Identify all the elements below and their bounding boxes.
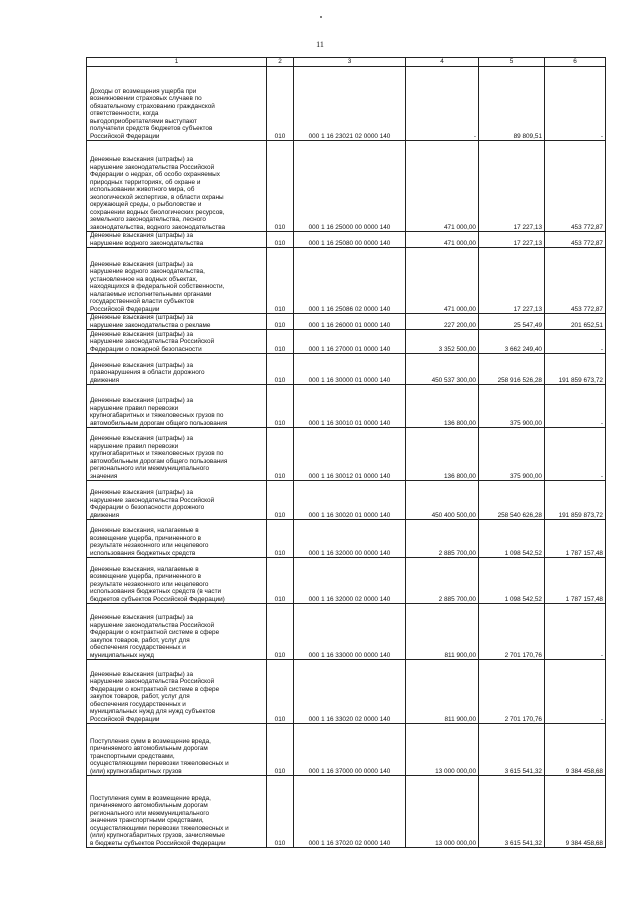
table-row [87,428,606,481]
row-fact-cell: 1 098 542,52 [479,520,545,558]
row-name-cell: Денежные взыскания (штрафы) за правонарушения в области дорожного движения [87,354,267,385]
row-name-cell: Денежные взыскания (штрафы) за нарушение законодательства Российской Федерации о пожарной безопасности [87,330,267,354]
row-fact-cell: 3 662 249,40 [479,330,545,354]
row-kbk-cell: 000 1 16 30020 01 0000 140 [294,481,406,520]
row-plan-cell: 3 352 500,00 [406,330,479,354]
row-plan-cell: 471 000,00 [406,232,479,248]
row-code-cell: 010 [267,428,294,481]
row-kbk-cell: 000 1 16 33020 02 0000 140 [294,660,406,724]
row-kbk-cell: 000 1 16 25086 02 0000 140 [294,248,406,314]
row-plan-cell: 450 537 300,00 [406,354,479,385]
row-kbk-cell: 000 1 16 25080 00 0000 140 [294,232,406,248]
table-row [87,385,606,428]
row-fact-cell: 375 900,00 [479,385,545,428]
row-code-cell: 010 [267,67,294,141]
row-remainder-cell: 1 787 157,48 [545,558,606,604]
row-code-cell: 010 [267,248,294,314]
row-kbk-cell: 000 1 16 23021 02 0000 140 [294,67,406,141]
row-kbk-cell: 000 1 16 37020 02 0000 140 [294,776,406,848]
row-fact-cell: 2 701 170,76 [479,660,545,724]
row-name-cell: Денежные взыскания (штрафы) за нарушение законодательства Российской Федерации о недрах, об особо охраняемых природных территориях, об охране и использовании животного мира, об экологической экспертизе, в области охраны окружающей среды, о рыболовстве и сохранении водных биологических ресурсов, земельного законодательства, лесного законодательства, водного законодательства [87,141,267,232]
report-table [86,57,606,848]
header-col-1: 1 [87,58,267,67]
row-code-cell: 010 [267,520,294,558]
row-kbk-cell: 000 1 16 32000 00 0000 140 [294,520,406,558]
table-row [87,660,606,724]
row-plan-cell: 136 800,00 [406,428,479,481]
row-remainder-cell: - [545,330,606,354]
row-fact-cell: 375 900,00 [479,428,545,481]
row-plan-cell: 471 000,00 [406,141,479,232]
row-plan-cell: 811 900,00 [406,660,479,724]
row-plan-cell: 450 400 500,00 [406,481,479,520]
table-row [87,724,606,776]
row-remainder-cell: 453 772,87 [545,232,606,248]
row-fact-cell: 89 809,51 [479,67,545,141]
row-fact-cell: 17 227,13 [479,248,545,314]
table-row [87,141,606,232]
row-remainder-cell: 191 859 673,72 [545,354,606,385]
header-col-5: 5 [479,58,545,67]
row-code-cell: 010 [267,660,294,724]
row-kbk-cell: 000 1 16 30000 01 0000 140 [294,354,406,385]
row-code-cell: 010 [267,385,294,428]
table-row [87,520,606,558]
row-name-cell: Денежные взыскания, налагаемые в возмещение ущерба, причиненного в результате незаконного или нецелевого использования бюджетных средств [87,520,267,558]
row-remainder-cell: - [545,604,606,660]
row-remainder-cell: - [545,67,606,141]
scan-speck [320,16,322,18]
table-row [87,67,606,141]
row-code-cell: 010 [267,354,294,385]
row-plan-cell: 13 000 000,00 [406,724,479,776]
table-row [87,558,606,604]
row-remainder-cell: 9 384 458,68 [545,776,606,848]
row-plan-cell: 811 900,00 [406,604,479,660]
header-col-2: 2 [267,58,294,67]
row-plan-cell: 136 800,00 [406,385,479,428]
row-kbk-cell: 000 1 16 32000 02 0000 140 [294,558,406,604]
table-row [87,354,606,385]
row-plan-cell: 13 000 000,00 [406,776,479,848]
row-fact-cell: 17 227,13 [479,141,545,232]
row-remainder-cell: - [545,385,606,428]
table-row [87,330,606,354]
row-name-cell: Денежные взыскания (штрафы) за нарушение законодательства Российской Федерации о контрактной системе в сфере закупок товаров, работ, услуг для обеспечения государственных и муниципальных нужд для нужд субъектов Российской Федерации [87,660,267,724]
table-row [87,604,606,660]
row-kbk-cell: 000 1 16 33000 00 0000 140 [294,604,406,660]
table-row [87,314,606,330]
row-fact-cell: 17 227,13 [479,232,545,248]
row-kbk-cell: 000 1 16 30010 01 0000 140 [294,385,406,428]
row-name-cell: Поступления сумм в возмещение вреда, причиняемого автомобильным дорогам регионального или межмуниципального значения транспортными средствами, осуществляющими перевозки тяжеловесных и (или) крупногабаритных грузов, зачисляемые в бюджеты субъектов Российской Федерации [87,776,267,848]
row-fact-cell: 1 098 542,52 [479,558,545,604]
row-name-cell: Денежные взыскания (штрафы) за нарушение водного законодательства [87,232,267,248]
row-name-cell: Денежные взыскания (штрафы) за нарушение правил перевозки крупногабаритных и тяжеловесных грузов по автомобильным дорогам общего пользования регионального или межмуниципального значения [87,428,267,481]
row-kbk-cell: 000 1 16 25000 00 0000 140 [294,141,406,232]
row-code-cell: 010 [267,558,294,604]
header-col-4: 4 [406,58,479,67]
table-row [87,248,606,314]
row-name-cell: Денежные взыскания (штрафы) за нарушение законодательства Российской Федерации о безопасности дорожного движения [87,481,267,520]
header-col-3: 3 [294,58,406,67]
row-plan-cell: 227 200,00 [406,314,479,330]
row-remainder-cell: - [545,660,606,724]
table-row [87,232,606,248]
row-fact-cell: 2 701 170,76 [479,604,545,660]
header-row [87,58,606,67]
row-plan-cell: 471 000,00 [406,248,479,314]
row-remainder-cell: 453 772,87 [545,141,606,232]
row-name-cell: Денежные взыскания (штрафы) за нарушение правил перевозки крупногабаритных и тяжеловесных грузов по автомобильным дорогам общего пользования [87,385,267,428]
row-fact-cell: 258 916 526,28 [479,354,545,385]
header-col-6: 6 [545,58,606,67]
row-name-cell: Доходы от возмещения ущерба при возникновении страховых случаев по обязательному страхованию гражданской ответственности, когда выгодоприобретателями выступают получатели средств бюджетов субъектов Российской Федерации [87,67,267,141]
row-name-cell: Поступления сумм в возмещение вреда, причиняемого автомобильным дорогам транспортными средствами, осуществляющими перевозки тяжеловесных и (или) крупногабаритных грузов [87,724,267,776]
table-body [87,67,606,848]
row-kbk-cell: 000 1 16 27000 01 0000 140 [294,330,406,354]
row-name-cell: Денежные взыскания (штрафы) за нарушение законодательства Российской Федерации о контрактной системе в сфере закупок товаров, работ, услуг для обеспечения государственных и муниципальных нужд [87,604,267,660]
row-kbk-cell: 000 1 16 26000 01 0000 140 [294,314,406,330]
row-plan-cell: 2 885 700,00 [406,520,479,558]
row-name-cell: Денежные взыскания, налагаемые в возмещение ущерба, причиненного в результате незаконного или нецелевого использования бюджетных средств (в части бюджетов субъектов Российской Федерации) [87,558,267,604]
row-kbk-cell: 000 1 16 30012 01 0000 140 [294,428,406,481]
row-name-cell: Денежные взыскания (штрафы) за нарушение водного законодательства, установленное на водных объектах, находящихся в федеральной собственности, налагаемые исполнительными органами государственной власти субъектов Российской Федерации [87,248,267,314]
row-remainder-cell: 191 859 873,72 [545,481,606,520]
table-row [87,776,606,848]
row-plan-cell: 2 885 700,00 [406,558,479,604]
row-name-cell: Денежные взыскания (штрафы) за нарушение законодательства о рекламе [87,314,267,330]
row-fact-cell: 258 540 626,28 [479,481,545,520]
row-code-cell: 010 [267,141,294,232]
row-code-cell: 010 [267,776,294,848]
row-remainder-cell: 9 384 458,68 [545,724,606,776]
row-fact-cell: 3 615 541,32 [479,776,545,848]
row-code-cell: 010 [267,481,294,520]
row-remainder-cell: 1 787 157,48 [545,520,606,558]
row-code-cell: 010 [267,232,294,248]
row-code-cell: 010 [267,724,294,776]
row-code-cell: 010 [267,604,294,660]
page-number: 11 [316,40,324,49]
row-kbk-cell: 000 1 16 37000 00 0000 140 [294,724,406,776]
row-plan-cell: - [406,67,479,141]
row-remainder-cell: 453 772,87 [545,248,606,314]
table-row [87,481,606,520]
row-fact-cell: 3 615 541,32 [479,724,545,776]
row-remainder-cell: - [545,428,606,481]
row-code-cell: 010 [267,330,294,354]
row-remainder-cell: 201 652,51 [545,314,606,330]
row-fact-cell: 25 547,49 [479,314,545,330]
row-code-cell: 010 [267,314,294,330]
